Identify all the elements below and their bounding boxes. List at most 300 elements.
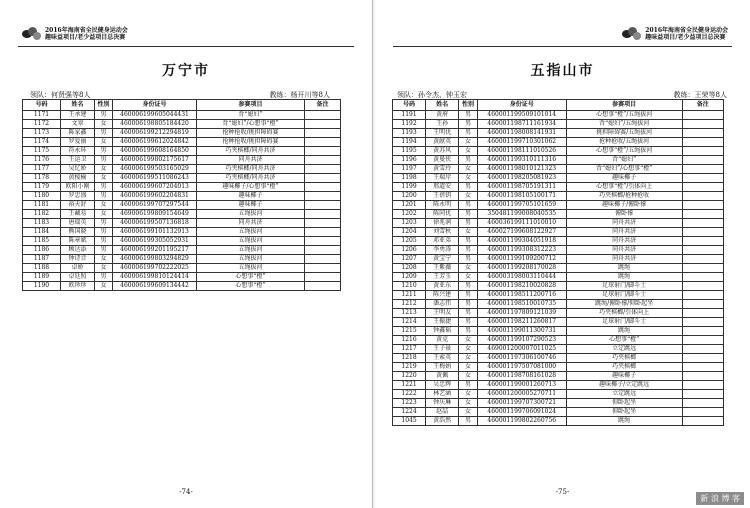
table-cell: 心想事“橙” xyxy=(197,273,305,282)
table-cell xyxy=(682,183,723,192)
table-cell: 1177 xyxy=(23,165,61,174)
table-cell xyxy=(682,390,723,399)
table-cell: 王紫薇 xyxy=(426,264,459,273)
table-cell: 足球射门/脚斗士 xyxy=(566,291,682,300)
table-cell: 1191 xyxy=(393,111,426,120)
table-cell: 背“媳妇”/心想事“橙” xyxy=(197,120,305,129)
table-cell: 同舟共济 xyxy=(566,219,682,228)
table-cell: 男 xyxy=(95,156,113,165)
table-row xyxy=(23,192,341,201)
table-cell: 黄佩 xyxy=(426,372,459,381)
table-row xyxy=(393,246,724,255)
games-logo-icon xyxy=(22,27,42,42)
table-cell: 林艺涵 xyxy=(426,390,459,399)
table-cell: 巧夹槟榔/引体向上 xyxy=(566,309,682,318)
table-cell: 女 xyxy=(459,354,478,363)
table-cell: 1205 xyxy=(393,237,426,246)
table-cell: 男 xyxy=(459,111,478,120)
table-cell: 1218 xyxy=(393,354,426,363)
table-cell: 460001198210020828 xyxy=(477,282,566,291)
table-cell: 女 xyxy=(459,345,478,354)
right-header-line1: 2016年海南省全民健身运动会 xyxy=(645,27,728,34)
table-cell: 趣味椰子/立定跳远 xyxy=(566,381,682,390)
table-cell: 1217 xyxy=(393,345,426,354)
table-cell xyxy=(682,129,723,138)
table-cell: 黄曼侠 xyxy=(426,156,459,165)
table-cell: 跳绳/俯卧撑/仰卧起坐 xyxy=(566,300,682,309)
table-cell: 王明友 xyxy=(426,309,459,318)
table-cell: 1181 xyxy=(23,201,61,210)
right-column-header: 号码 xyxy=(393,100,426,111)
table-cell: 1222 xyxy=(393,390,426,399)
table-cell: 460001200005270711 xyxy=(477,390,566,399)
table-cell: 五绳拔河 xyxy=(197,237,305,246)
table-cell: 1214 xyxy=(393,318,426,327)
table-cell: 1212 xyxy=(393,300,426,309)
table-cell: 王瑞岸 xyxy=(426,174,459,183)
table-cell: 350481199008040535 xyxy=(477,210,566,219)
table-cell xyxy=(682,408,723,417)
table-cell: 女 xyxy=(459,174,478,183)
table-cell xyxy=(305,138,341,147)
table-cell: 男 xyxy=(95,129,113,138)
table-row xyxy=(393,309,724,318)
table-cell: 女 xyxy=(95,255,113,264)
table-cell xyxy=(682,381,723,390)
table-cell: 1178 xyxy=(23,174,61,183)
table-cell: 陈永明 xyxy=(426,201,459,210)
table-cell: 男 xyxy=(459,291,478,300)
table-cell: 欧珍珍 xyxy=(61,282,95,291)
table-cell: 1171 xyxy=(23,111,61,120)
table-cell: 男 xyxy=(95,147,113,156)
table-cell: 1216 xyxy=(393,336,426,345)
table-cell: 1213 xyxy=(393,309,426,318)
table-cell xyxy=(682,336,723,345)
table-cell: 1223 xyxy=(393,399,426,408)
table-row xyxy=(23,201,341,210)
table-cell: 1219 xyxy=(393,363,426,372)
table-cell xyxy=(682,192,723,201)
table-cell: 460001197809121039 xyxy=(477,309,566,318)
table-cell: 趣味椰子/心想事“橙” xyxy=(197,183,305,192)
table-cell: 460006199602204831 xyxy=(113,192,197,201)
table-cell: 男 xyxy=(459,255,478,264)
right-column-header: 备注 xyxy=(682,100,723,111)
table-cell: 趣味椰子 xyxy=(566,174,682,183)
table-cell: 男 xyxy=(95,219,113,228)
table-cell: 460001198705191311 xyxy=(477,183,566,192)
table-cell: 1211 xyxy=(393,291,426,300)
left-column-header: 备注 xyxy=(305,100,341,111)
table-row xyxy=(393,192,724,201)
table-cell: 460006199608164850 xyxy=(113,147,197,156)
table-cell: 背“媳妇” xyxy=(566,156,682,165)
right-column-header: 性别 xyxy=(459,100,478,111)
table-cell: 460006198805184420 xyxy=(113,120,197,129)
table-cell xyxy=(682,255,723,264)
table-cell: 卓廷照 xyxy=(61,273,95,282)
table-cell: 460006199802175617 xyxy=(113,156,197,165)
table-cell: 潘志伟 xyxy=(426,300,459,309)
table-cell: 460001199509101014 xyxy=(477,111,566,120)
table-row xyxy=(23,129,341,138)
table-cell: 男 xyxy=(95,237,113,246)
table-cell: 仰卧起坐 xyxy=(566,408,682,417)
table-cell: 460001198205081923 xyxy=(477,174,566,183)
table-row xyxy=(23,120,341,129)
table-cell: 1220 xyxy=(393,372,426,381)
table-cell: 460006199507136818 xyxy=(113,219,197,228)
table-cell: 1202 xyxy=(393,210,426,219)
table-cell: 女 xyxy=(459,273,478,282)
table-cell: 唐瑞英 xyxy=(61,219,95,228)
table-cell: 趣味椰子 xyxy=(197,192,305,201)
table-cell xyxy=(682,147,723,156)
table-row xyxy=(393,363,724,372)
table-cell: 女 xyxy=(459,399,478,408)
table-cell: 男 xyxy=(459,183,478,192)
table-cell xyxy=(682,363,723,372)
table-cell: 1207 xyxy=(393,255,426,264)
table-cell: 钟庆琳 xyxy=(426,399,459,408)
table-row xyxy=(23,111,341,120)
table-cell xyxy=(305,183,341,192)
right-header-logo xyxy=(622,27,728,42)
table-cell: 男 xyxy=(459,120,478,129)
table-cell: 1180 xyxy=(23,192,61,201)
table-cell: 460006199803294829 xyxy=(113,255,197,264)
left-column-header: 参赛项目 xyxy=(197,100,305,111)
table-cell: 陈同优 xyxy=(426,210,459,219)
table-cell: 卓娇 xyxy=(61,264,95,273)
table-cell: 顾达添 xyxy=(61,246,95,255)
left-header-line1: 2016年海南省全民健身运动会 xyxy=(45,27,128,34)
table-cell: 1190 xyxy=(23,282,61,291)
table-cell: 460006199609134442 xyxy=(113,282,197,291)
table-cell xyxy=(682,327,723,336)
table-cell: 吴忆娇 xyxy=(61,165,95,174)
left-leader: 领队：何贤强等8人 xyxy=(30,91,91,99)
table-cell xyxy=(682,354,723,363)
right-page-number: -75- xyxy=(555,488,570,496)
games-logo-icon xyxy=(622,27,642,42)
table-cell: 王梅娟 xyxy=(426,363,459,372)
left-column-header: 身份证号 xyxy=(113,100,197,111)
watermark: 新 浪 博 客 xyxy=(696,492,744,505)
table-row xyxy=(393,408,724,417)
table-cell: 王明优 xyxy=(426,129,459,138)
table-row xyxy=(23,174,341,183)
right-header-line2: 趣味益项目/老少益项目总决赛 xyxy=(645,34,726,41)
left-page xyxy=(0,0,373,508)
table-cell: 1045 xyxy=(393,417,426,426)
table-cell: 巧夹槟榔 xyxy=(566,363,682,372)
table-row xyxy=(23,147,341,156)
table-cell: 心想事“橙” xyxy=(197,282,305,291)
table-cell: 460001199705101659 xyxy=(477,201,566,210)
table-row xyxy=(393,219,724,228)
table-cell: 罗忠盛 xyxy=(61,192,95,201)
table-cell xyxy=(305,111,341,120)
table-cell: 1187 xyxy=(23,255,61,264)
right-column-header: 姓名 xyxy=(426,100,459,111)
table-cell: 1197 xyxy=(393,165,426,174)
table-cell: 心想事“橙”/五绳拔河 xyxy=(566,147,682,156)
table-cell: 男 xyxy=(459,327,478,336)
left-header-line2: 趣味益项目/老少益项目总决赛 xyxy=(45,34,126,41)
table-row xyxy=(23,156,341,165)
table-cell: 男 xyxy=(459,318,478,327)
table-row xyxy=(393,390,724,399)
table-row xyxy=(393,417,724,426)
table-cell: 罗爱丽 xyxy=(61,138,95,147)
table-cell: 黄雪玲 xyxy=(426,165,459,174)
table-cell: 1188 xyxy=(23,264,61,273)
table-cell: 背“媳妇” xyxy=(197,111,305,120)
table-cell: 男 xyxy=(95,111,113,120)
table-cell: 460001198511200716 xyxy=(477,291,566,300)
table-row xyxy=(393,174,724,183)
table-cell: 1204 xyxy=(393,228,426,237)
table-cell: 女 xyxy=(459,363,478,372)
table-cell: 跳绳 xyxy=(566,327,682,336)
table-cell: 仰卧起坐 xyxy=(566,399,682,408)
table-cell xyxy=(682,246,723,255)
table-cell: 469001200007011025 xyxy=(477,345,566,354)
table-cell: 五绳拔河 xyxy=(197,264,305,273)
table-cell: 460001198010121323 xyxy=(477,165,566,174)
table-cell xyxy=(682,417,723,426)
table-cell: 男 xyxy=(459,309,478,318)
table-cell: 男 xyxy=(459,219,478,228)
table-cell: 460006199503165029 xyxy=(113,165,197,174)
table-row xyxy=(393,282,724,291)
table-row xyxy=(23,246,341,255)
table-cell: 460001198211260817 xyxy=(477,318,566,327)
table-row xyxy=(393,318,724,327)
table-cell: 1175 xyxy=(23,147,61,156)
table-cell: 女 xyxy=(459,336,478,345)
table-cell: 1182 xyxy=(23,210,61,219)
table-cell: 1186 xyxy=(23,246,61,255)
table-cell xyxy=(305,210,341,219)
table-row xyxy=(23,183,341,192)
table-cell: 俯卧撑 xyxy=(566,210,682,219)
table-cell: 王蓓钥 xyxy=(426,192,459,201)
table-cell: 男 xyxy=(95,192,113,201)
table-cell: 男 xyxy=(459,156,478,165)
table-cell: 女 xyxy=(459,147,478,156)
table-cell xyxy=(682,291,723,300)
table-row xyxy=(393,156,724,165)
table-cell: 1189 xyxy=(23,273,61,282)
table-cell: 五绳拔河 xyxy=(197,246,305,255)
table-cell: 黄苏风 xyxy=(426,147,459,156)
table-cell: 460006199201195217 xyxy=(113,246,197,255)
table-cell: 460001197306100746 xyxy=(477,354,566,363)
table-cell: 陈章斌 xyxy=(61,237,95,246)
table-cell: 1209 xyxy=(393,273,426,282)
table-cell: 女 xyxy=(95,264,113,273)
table-cell: 趣味椰子/俯卧撑 xyxy=(566,201,682,210)
table-cell: 男 xyxy=(95,273,113,282)
table-row xyxy=(393,345,724,354)
table-row xyxy=(393,300,724,309)
table-cell: 心想事“橙”/引体向上 xyxy=(566,183,682,192)
table-row xyxy=(393,201,724,210)
table-cell xyxy=(305,120,341,129)
left-column-header: 号码 xyxy=(23,100,61,111)
table-cell: 女 xyxy=(95,282,113,291)
table-cell: 1194 xyxy=(393,138,426,147)
table-cell: 460006199612024842 xyxy=(113,138,197,147)
table-row xyxy=(23,255,341,264)
table-cell: 男 xyxy=(95,228,113,237)
table-cell: 王子景 xyxy=(426,345,459,354)
left-roster-table xyxy=(22,99,341,291)
table-cell: 黄宝宁 xyxy=(426,255,459,264)
table-cell: 460006199511086243 xyxy=(113,174,197,183)
table-cell: 刘雪秋 xyxy=(426,228,459,237)
table-cell: 1172 xyxy=(23,120,61,129)
table-cell: 1193 xyxy=(393,129,426,138)
table-cell: 裕天舒 xyxy=(61,201,95,210)
table-cell: 1184 xyxy=(23,228,61,237)
table-cell: 460003198003110444 xyxy=(477,273,566,282)
table-cell: 460027199608122927 xyxy=(477,228,566,237)
table-cell xyxy=(682,165,723,174)
left-city-title: 万宁市 xyxy=(162,63,210,79)
table-cell: 男 xyxy=(459,129,478,138)
table-cell: 跳绳 xyxy=(566,417,682,426)
table-cell xyxy=(305,264,341,273)
table-cell: 足球射门/脚斗士 xyxy=(566,282,682,291)
table-cell: 1203 xyxy=(393,219,426,228)
table-cell: 邓亚弟 xyxy=(426,237,459,246)
table-cell: 女 xyxy=(95,138,113,147)
table-cell: 460001199308312223 xyxy=(477,246,566,255)
table-cell: 钟诗音 xyxy=(61,255,95,264)
table-cell xyxy=(682,156,723,165)
table-cell: 五绳拔河 xyxy=(197,228,305,237)
table-cell: 赵喆 xyxy=(426,408,459,417)
table-cell xyxy=(305,228,341,237)
table-cell: 女 xyxy=(459,390,478,399)
table-cell xyxy=(682,300,723,309)
table-row xyxy=(23,282,341,291)
table-cell: 1185 xyxy=(23,237,61,246)
table-cell xyxy=(682,237,723,246)
table-cell: 女 xyxy=(459,138,478,147)
table-row xyxy=(393,399,724,408)
table-cell: 王芳玉 xyxy=(426,273,459,282)
table-cell: 1196 xyxy=(393,156,426,165)
table-cell xyxy=(305,156,341,165)
table-cell xyxy=(682,201,723,210)
table-cell: 1224 xyxy=(393,408,426,417)
table-cell: 趣味椰子 xyxy=(566,372,682,381)
table-cell: 邢道安 xyxy=(426,183,459,192)
table-cell xyxy=(682,318,723,327)
table-cell xyxy=(305,255,341,264)
table-cell: 挑担障碍赛/五绳拔河 xyxy=(566,129,682,138)
table-cell: 黄亚东 xyxy=(426,282,459,291)
table-cell: 女 xyxy=(95,210,113,219)
table-cell xyxy=(305,282,341,291)
right-city-title: 五指山市 xyxy=(530,63,595,79)
table-cell: 460001199706091024 xyxy=(477,408,566,417)
table-cell: 欧阳小刚 xyxy=(61,183,95,192)
table-cell: 460001198510010735 xyxy=(477,300,566,309)
table-cell: 巧夹槟榔/同舟共济 xyxy=(197,174,305,183)
left-header-logo xyxy=(22,27,128,42)
table-cell xyxy=(305,246,341,255)
table-cell: 男 xyxy=(459,282,478,291)
table-cell: 1179 xyxy=(23,183,61,192)
table-row xyxy=(23,264,341,273)
table-cell xyxy=(305,147,341,156)
table-cell xyxy=(682,309,723,318)
table-cell: 460001199707300721 xyxy=(477,399,566,408)
table-cell: 1215 xyxy=(393,327,426,336)
table-row xyxy=(393,228,724,237)
table-cell: 460001197507081000 xyxy=(477,363,566,372)
table-row xyxy=(393,210,724,219)
table-row xyxy=(393,129,724,138)
table-cell: 460001199109200712 xyxy=(477,255,566,264)
table-cell: 1198 xyxy=(393,174,426,183)
table-cell: 460006199810124414 xyxy=(113,273,197,282)
table-row xyxy=(393,264,724,273)
table-cell: 女 xyxy=(459,372,478,381)
right-header-rule xyxy=(393,46,732,47)
table-cell: 女 xyxy=(459,228,478,237)
table-cell xyxy=(682,120,723,129)
table-cell xyxy=(682,219,723,228)
table-cell: 男 xyxy=(459,210,478,219)
table-cell: 1221 xyxy=(393,381,426,390)
table-cell: 男 xyxy=(459,237,478,246)
table-cell: 1210 xyxy=(393,282,426,291)
table-cell: 足球射门/脚斗士 xyxy=(566,318,682,327)
table-row xyxy=(393,183,724,192)
table-cell: 1176 xyxy=(23,156,61,165)
table-cell: 符永环 xyxy=(61,147,95,156)
left-coach: 教练：杨开川等8人 xyxy=(269,91,330,99)
table-cell: 五绳拔河 xyxy=(197,255,305,264)
table-cell: 男 xyxy=(459,381,478,390)
table-cell: 巧夹槟榔 xyxy=(566,354,682,363)
table-row xyxy=(393,237,724,246)
table-cell: 460006199607204013 xyxy=(113,183,197,192)
table-cell xyxy=(682,174,723,183)
table-cell: 1201 xyxy=(393,201,426,210)
table-cell: 460006199212294819 xyxy=(113,129,197,138)
left-column-header: 姓名 xyxy=(61,100,95,111)
left-header-rule xyxy=(18,46,354,47)
right-leader: 领队：孙令杰、钟玉宏 xyxy=(397,91,467,99)
table-cell: 女 xyxy=(95,174,113,183)
table-row xyxy=(393,291,724,300)
table-cell: 1173 xyxy=(23,129,61,138)
table-cell xyxy=(305,129,341,138)
table-cell: 同舟共济 xyxy=(566,228,682,237)
table-cell: 王孙 xyxy=(426,120,459,129)
table-cell: 同舟共济 xyxy=(197,219,305,228)
table-cell: 1200 xyxy=(393,192,426,201)
table-cell xyxy=(682,228,723,237)
